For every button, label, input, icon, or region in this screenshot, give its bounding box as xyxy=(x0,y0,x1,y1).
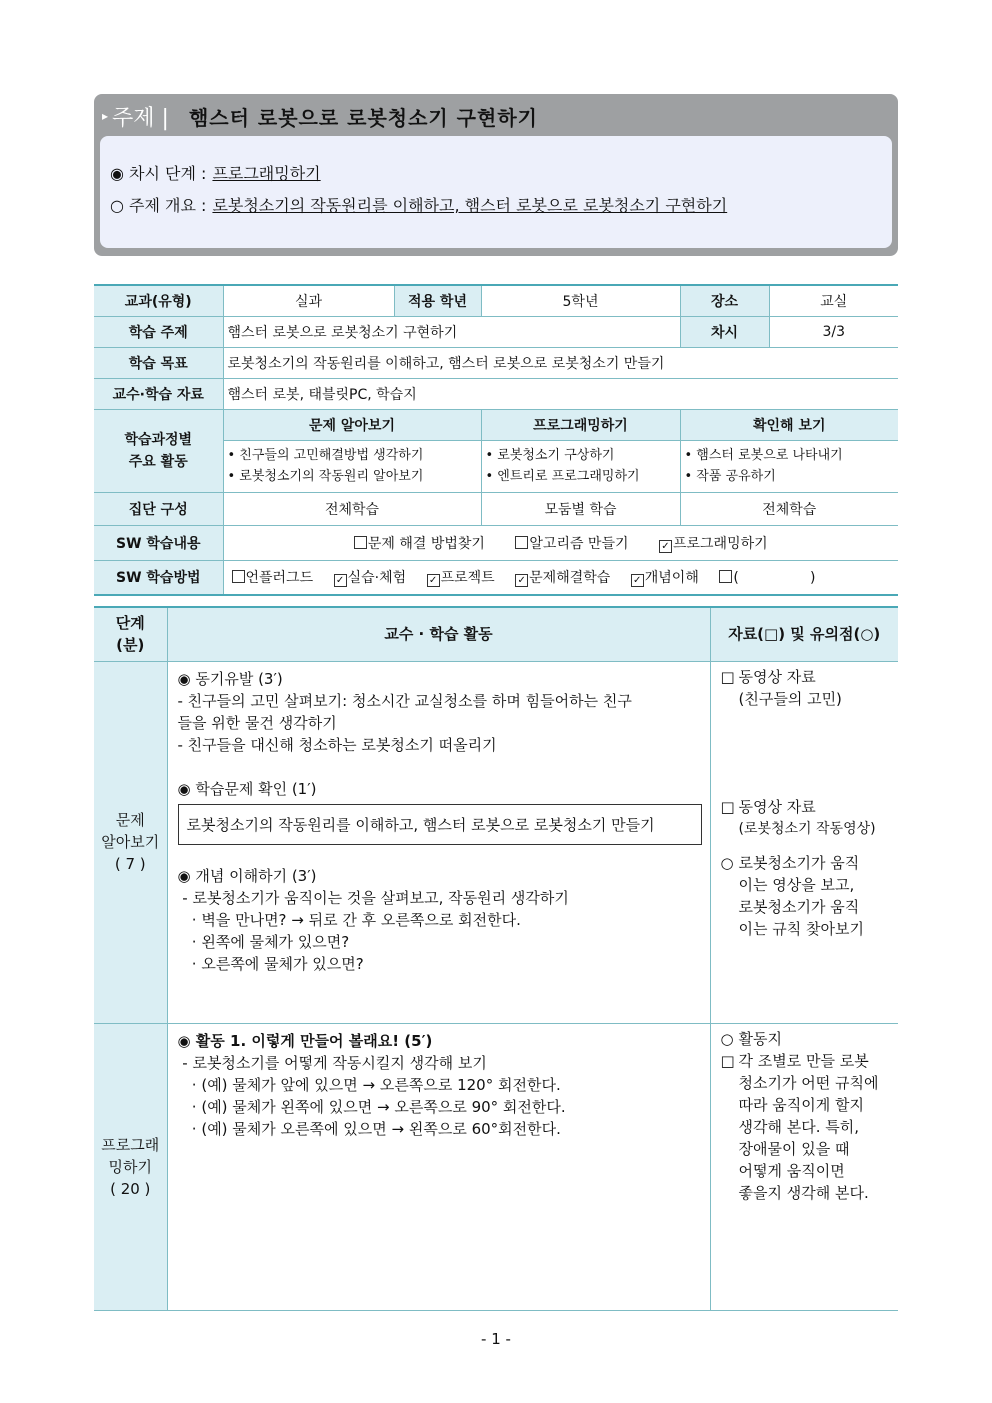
stage2-notes xyxy=(710,1023,898,1310)
note-line: (로봇청소기 작동영상) xyxy=(738,820,876,837)
sw-method-option xyxy=(232,570,314,586)
note-line: 활동지 xyxy=(738,1029,782,1048)
note-line: 각 조별로 만들 로봇 xyxy=(738,1051,869,1070)
note-line: (친구들의 고민) xyxy=(738,689,842,708)
note-line: 동영상 자료 xyxy=(738,667,816,686)
activity-line: - 로봇청소기를 어떻게 작동시킬지 생각해 보기 xyxy=(177,1053,487,1072)
problem-title: ◉ 학습문제 확인 (1′) xyxy=(177,779,317,798)
place-value: 교실 xyxy=(769,285,898,316)
option-label: 프로젝트 xyxy=(440,570,495,587)
option-label: ( ) xyxy=(733,570,816,587)
group-value-1: 전체학습 xyxy=(223,492,481,525)
list-item: • 로봇청소기의 작동원리 알아보기 xyxy=(227,469,424,484)
note-item xyxy=(721,852,893,940)
list-item: • 엔트리로 프로그래밍하기 xyxy=(485,469,640,484)
sw-content-option xyxy=(354,536,485,552)
sw-content-option xyxy=(515,536,628,552)
phase-header-3: 확인해 보기 xyxy=(680,409,898,440)
option-label: 문제해결학습 xyxy=(529,570,611,587)
topic-label: 주제 | xyxy=(112,105,169,131)
subject-value: 실과 xyxy=(223,285,394,316)
lesson-table xyxy=(94,606,898,1311)
phase-header-1: 문제 알아보기 xyxy=(223,409,481,440)
stage1-time: ( 7 ) xyxy=(114,855,146,873)
group-value-3: 전체학습 xyxy=(680,492,898,525)
note-item xyxy=(721,796,893,840)
sw-content-label: SW 학습내용 xyxy=(94,525,223,560)
activity1-title: ◉ 활동 1. 이렇게 만들어 볼래요! (5′) xyxy=(177,1031,433,1050)
stage2-name-line2: 밍하기 xyxy=(108,1157,152,1176)
note-line: 이는 영상을 보고, xyxy=(738,875,855,894)
checkbox-unchecked-icon[interactable] xyxy=(354,536,367,549)
stage2-activities xyxy=(167,1023,710,1310)
activity-line: - 친구들의 고민 살펴보기: 청소시간 교실청소를 하며 힘들어하는 친구 xyxy=(177,691,632,710)
process-label xyxy=(94,409,223,492)
checkbox-checked-icon[interactable]: ✓ xyxy=(659,540,672,553)
note-item xyxy=(721,666,893,710)
option-label: 언플러그드 xyxy=(245,570,314,587)
stage2-name-line1: 프로그래 xyxy=(101,1135,160,1154)
process-label-line2: 주요 활동 xyxy=(128,453,188,470)
topic-title: 햄스터 로봇으로 로봇청소기 구현하기 xyxy=(188,105,538,130)
process-label-line1: 학습과정별 xyxy=(124,431,193,448)
concept-title: ◉ 개념 이해하기 (3′) xyxy=(177,866,317,885)
activity-line: · (예) 물체가 오른쪽에 있으면 → 왼쪽으로 60°회전한다. xyxy=(177,1119,561,1138)
overview-key: ○ 주제 개요 : xyxy=(110,196,207,215)
option-label: 개념이해 xyxy=(644,570,699,587)
note-line: 로봇청소기가 움직 xyxy=(738,853,860,872)
overview-value: 로봇청소기의 작동원리를 이해하고, 햄스터 로봇으로 로봇청소기 구현하기 xyxy=(212,196,728,215)
activity-line: · 오른쪽에 물체가 있으면? xyxy=(177,954,364,973)
square-icon: □ xyxy=(720,667,735,686)
checkbox-checked-icon[interactable]: ✓ xyxy=(334,574,347,587)
sw-method-label: SW 학습방법 xyxy=(94,560,223,595)
note-line: 장애물이 있을 때 xyxy=(738,1139,850,1158)
note-line: 좋을지 생각해 본다. xyxy=(738,1183,869,1202)
place-label: 장소 xyxy=(680,285,769,316)
stage-header-line1: 단계 xyxy=(115,614,145,633)
phase-activities-1 xyxy=(223,440,481,492)
stage1-name-line2: 알아보기 xyxy=(101,833,160,851)
session-label: 차시 xyxy=(680,316,769,347)
subject-label: 교과(유형) xyxy=(94,285,223,316)
topic-header xyxy=(102,98,538,134)
checkbox-unchecked-icon[interactable] xyxy=(232,570,245,583)
option-label: 알고리즘 만들기 xyxy=(529,535,629,552)
checkbox-checked-icon[interactable]: ✓ xyxy=(515,574,528,587)
learning-problem-box: 로봇청소기의 작동원리를 이해하고, 햄스터 로봇으로 로봇청소기 만들기 xyxy=(178,804,702,845)
sw-content-option xyxy=(659,536,768,552)
note-item xyxy=(721,1050,893,1204)
list-item: • 햄스터 로봇으로 나타내기 xyxy=(684,448,843,463)
list-item: • 로봇청소기 구상하기 xyxy=(485,448,615,463)
activity-line: - 친구들을 대신해 청소하는 로봇청소기 떠올리기 xyxy=(177,735,497,754)
step-key: ◉ 차시 단계 : xyxy=(110,164,207,183)
circle-icon: ○ xyxy=(720,853,734,872)
activity-line: - 로봇청소기가 움직이는 것을 살펴보고, 작동원리 생각하기 xyxy=(177,888,569,907)
activity-line: · 왼쪽에 물체가 있으면? xyxy=(177,932,350,951)
sw-method-option xyxy=(719,570,815,586)
sw-method-option xyxy=(427,570,495,586)
topic-box xyxy=(94,94,898,256)
option-label: 실습·체험 xyxy=(347,570,407,587)
checkbox-unchecked-icon[interactable] xyxy=(719,570,732,583)
note-line: 어떻게 움직이면 xyxy=(738,1161,845,1180)
group-value-2: 모둠별 학습 xyxy=(481,492,680,525)
activity-line: · (예) 물체가 왼쪽에 있으면 → 오른쪽으로 90° 회전한다. xyxy=(177,1097,566,1116)
phase-activities-3 xyxy=(680,440,898,492)
stage1-activities xyxy=(167,661,710,1023)
materials-label: 교수·학습 자료 xyxy=(94,378,223,409)
note-line: 이는 규칙 찾아보기 xyxy=(738,919,864,938)
motivation-title: ◉ 동기유발 (3′) xyxy=(177,669,283,688)
triangle-right-icon: ▸ xyxy=(102,109,109,123)
sw-method-option xyxy=(631,570,699,586)
theme-value: 햄스터 로봇으로 로봇청소기 구현하기 xyxy=(223,316,680,347)
overview-row xyxy=(110,190,892,222)
page-number: - 1 - xyxy=(481,1330,511,1348)
step-row xyxy=(110,158,892,190)
grade-value: 5학년 xyxy=(481,285,680,316)
group-label: 집단 구성 xyxy=(94,492,223,525)
square-icon: □ xyxy=(720,1051,735,1070)
phase-activities-2 xyxy=(481,440,680,492)
session-value: 3/3 xyxy=(769,316,898,347)
goal-value: 로봇청소기의 작동원리를 이해하고, 햄스터 로봇으로 로봇청소기 만들기 xyxy=(223,347,898,378)
goal-label: 학습 목표 xyxy=(94,347,223,378)
sw-method-option xyxy=(515,570,610,586)
notes-header: 자료(□) 및 유의점(○) xyxy=(710,607,898,661)
stage1-cell xyxy=(94,661,167,1023)
note-line: 동영상 자료 xyxy=(738,797,816,816)
grade-label: 적용 학년 xyxy=(394,285,481,316)
stage2-cell xyxy=(94,1023,167,1310)
checkbox-checked-icon[interactable]: ✓ xyxy=(631,574,644,587)
activity-line: 들을 위한 물건 생각하기 xyxy=(177,713,337,732)
square-icon: □ xyxy=(720,797,735,816)
stage1-notes xyxy=(710,661,898,1023)
checkbox-checked-icon[interactable]: ✓ xyxy=(427,574,440,587)
circle-icon: ○ xyxy=(720,1029,734,1048)
sw-method-options xyxy=(223,560,898,595)
note-item xyxy=(721,1028,893,1050)
option-label: 프로그래밍하기 xyxy=(672,535,768,552)
checkbox-unchecked-icon[interactable] xyxy=(515,536,528,549)
stage-header-line2: (분) xyxy=(116,636,145,655)
activity-line: · (예) 물체가 앞에 있으면 → 오른쪽으로 120° 회전한다. xyxy=(177,1075,561,1094)
note-line: 따라 움직이게 할지 xyxy=(738,1095,864,1114)
stage-header xyxy=(94,607,167,661)
stage2-time: ( 20 ) xyxy=(110,1179,151,1198)
step-value: 프로그래밍하기 xyxy=(212,164,321,183)
note-line: 로봇청소기가 움직 xyxy=(738,897,860,916)
activity-line: · 벽을 만나면? → 뒤로 간 후 오른쪽으로 회전한다. xyxy=(177,910,521,929)
sw-method-option xyxy=(334,570,407,586)
sw-content-options xyxy=(223,525,898,560)
topic-summary xyxy=(100,136,892,248)
option-label: 문제 해결 방법찾기 xyxy=(367,535,485,552)
materials-value: 햄스터 로봇, 태블릿PC, 학습지 xyxy=(223,378,898,409)
list-item: • 작품 공유하기 xyxy=(684,469,776,484)
note-line: 생각해 본다. 특히, xyxy=(738,1117,860,1136)
phase-header-2: 프로그래밍하기 xyxy=(481,409,680,440)
info-table xyxy=(94,284,898,596)
stage1-name-line1: 문제 xyxy=(115,811,145,829)
list-item: • 친구들의 고민해결방법 생각하기 xyxy=(227,448,424,463)
theme-label: 학습 주제 xyxy=(94,316,223,347)
activity-header: 교수 · 학습 활동 xyxy=(167,607,710,661)
note-line: 청소기가 어떤 규칙에 xyxy=(738,1073,879,1092)
